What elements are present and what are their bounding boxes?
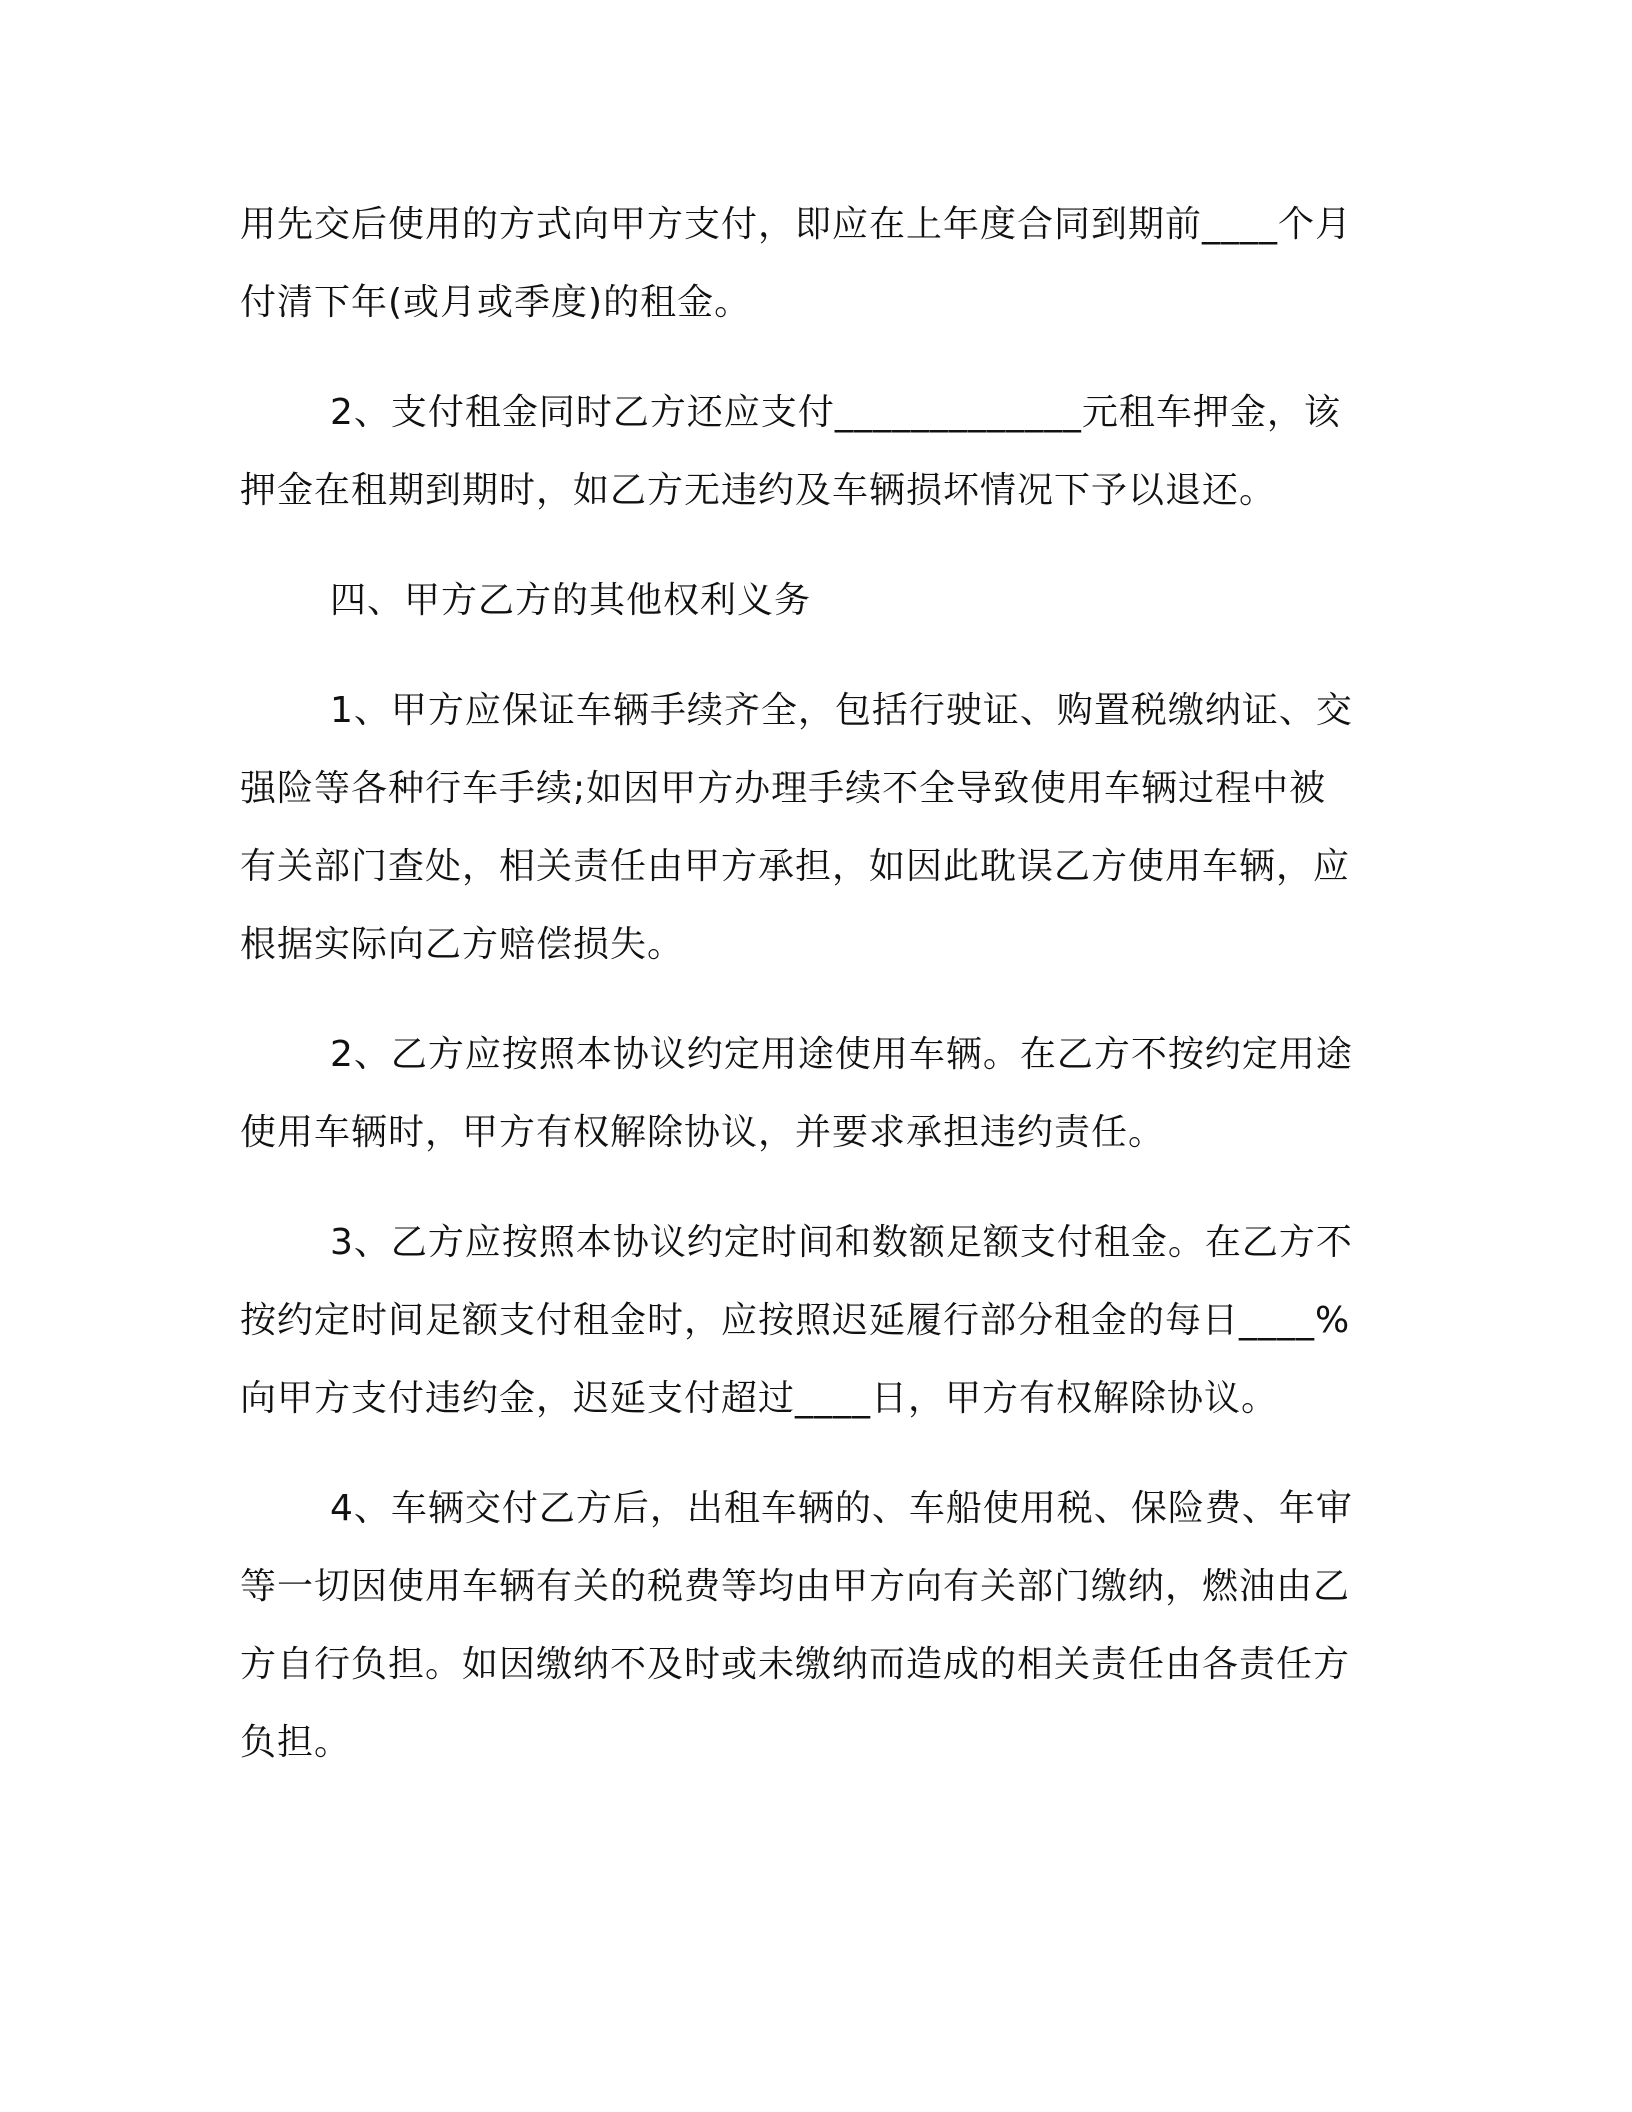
paragraph-rent-payment-continuation: 用先交后使用的方式向甲方支付，即应在上年度合同到期前____个月付清下年(或月或季度)的租金。 [240, 204, 1353, 323]
paragraph-clause-1: 1、甲方应保证车辆手续齐全，包括行驶证、购置税缴纳证、交强险等各种行车手续;如因甲方办理手续不全导致使用车辆过程中被有关部门查处，相关责任由甲方承担，如因此耽误乙方使用车辆，应根据实际向乙方赔偿损失。 [240, 690, 1353, 965]
paragraph-clause-4: 4、车辆交付乙方后，出租车辆的、车船使用税、保险费、年审等一切因使用车辆有关的税费等均由甲方向有关部门缴纳，燃油由乙方自行负担。如因缴纳不及时或未缴纳而造成的相关责任由各责任方负担。 [240, 1488, 1353, 1763]
paragraph-deposit-clause: 2、支付租金同时乙方还应支付_____________元租车押金，该押金在租期到期时，如乙方无违约及车辆损坏情况下予以退还。 [240, 392, 1341, 511]
paragraph-clause-2: 2、乙方应按照本协议约定用途使用车辆。在乙方不按约定用途使用车辆时，甲方有权解除协议，并要求承担违约责任。 [240, 1034, 1353, 1153]
paragraph-clause-3: 3、乙方应按照本协议约定时间和数额足额支付租金。在乙方不按约定时间足额支付租金时，应按照迟延履行部分租金的每日____%向甲方支付违约金，迟延支付超过____日，甲方有权解除协议。 [240, 1222, 1353, 1419]
section-heading-other-rights: 四、甲方乙方的其他权利义务 [330, 580, 812, 621]
document-body [240, 186, 1360, 1782]
